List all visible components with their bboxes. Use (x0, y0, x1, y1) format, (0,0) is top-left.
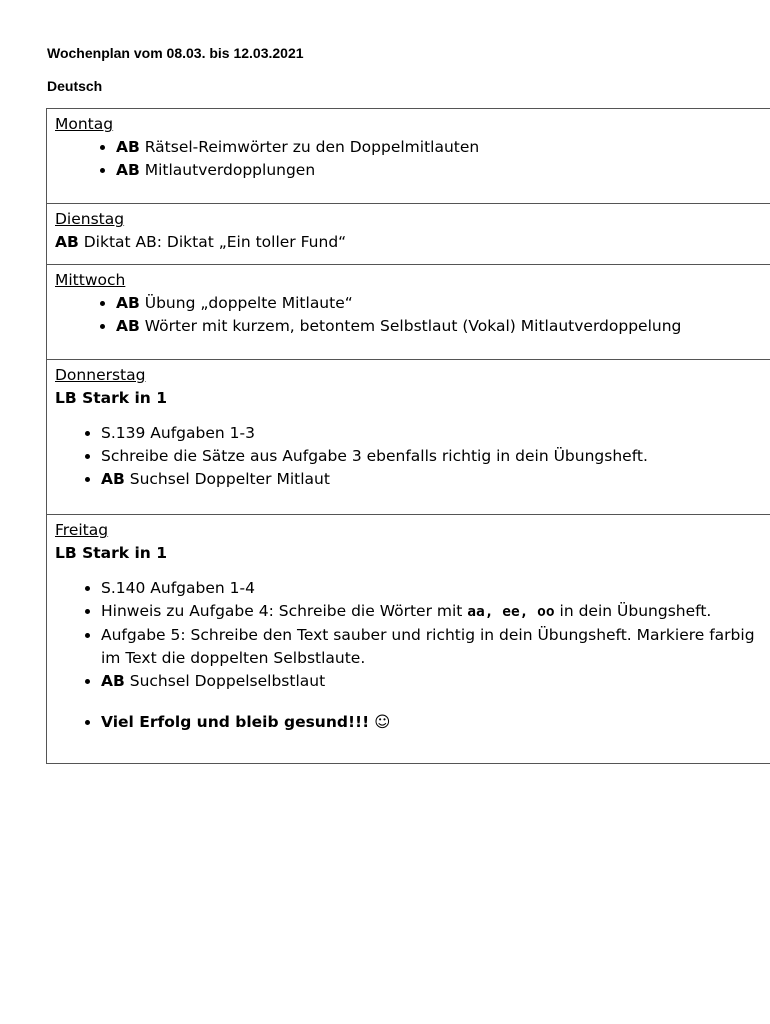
task-item: • S.139 Aufgaben 1-3 (101, 422, 764, 445)
day-label-donnerstag: Donnerstag (55, 366, 146, 384)
textbook-label: LB Stark in 1 (55, 544, 167, 562)
task-text: Übung „doppelte Mitlaute“ (139, 294, 353, 312)
task-text: Suchsel Doppelselbstlaut (124, 672, 326, 690)
worksheet-tag: AB (116, 138, 140, 156)
task-text: Hinweis zu Aufgabe 4: Schreibe die Wörter mit (101, 602, 468, 620)
row-donnerstag (47, 360, 770, 515)
worksheet-tag: AB (55, 233, 79, 251)
row-dienstag (47, 204, 770, 265)
cell-montag (47, 109, 770, 204)
task-list-mittwoch (55, 292, 764, 338)
task-list-freitag (55, 577, 764, 734)
closing-item (101, 711, 764, 734)
weekly-plan-table (46, 108, 770, 764)
worksheet-tag: AB (116, 161, 140, 179)
day-label-freitag: Freitag (55, 521, 109, 539)
day-label-montag: Montag (55, 115, 114, 133)
day-label-mittwoch: Mittwoch (55, 271, 126, 289)
cell-mittwoch (47, 265, 770, 360)
task-item (101, 670, 764, 693)
task-item: • Schreibe die Sätze aus Aufgabe 3 ebenfalls richtig in dein Übungsheft. (101, 445, 764, 468)
closing-text: Viel Erfolg und bleib gesund!!! (101, 713, 370, 731)
vowel-pairs: aa, ee, oo (467, 604, 555, 620)
smiley-icon: ☺ (374, 713, 391, 731)
task-text: Rätsel-Reimwörter zu den Doppelmitlauten (139, 138, 480, 156)
task-text: Wörter mit kurzem, betontem Selbstlaut (Vokal) Mitlautverdoppelung (139, 317, 682, 335)
task-item: • Aufgabe 5: Schreibe den Text sauber und richtig in dein Übungsheft. Markiere farbig im Text die doppelten Selbstlaute. (101, 624, 764, 670)
document-title: Wochenplan vom 08.03. bis 12.03.2021 (47, 45, 304, 61)
task-item (101, 600, 764, 624)
task-item: • S.140 Aufgaben 1-4 (101, 577, 764, 600)
worksheet-tag: AB (101, 470, 125, 488)
day-label-dienstag: Dienstag (55, 210, 125, 228)
row-mittwoch (47, 265, 770, 360)
row-montag (47, 109, 770, 204)
task-text: Diktat AB: Diktat „Ein toller Fund“ (78, 233, 347, 251)
textbook-label: LB Stark in 1 (55, 389, 167, 407)
task-item (116, 315, 764, 338)
subject-heading: Deutsch (47, 78, 103, 94)
task-item (116, 292, 764, 315)
task-text: Mitlautverdopplungen (139, 161, 316, 179)
task-list-donnerstag (55, 422, 764, 491)
cell-dienstag (47, 204, 770, 265)
row-freitag (47, 515, 770, 764)
task-text: in dein Übungsheft. (554, 602, 712, 620)
task-text: Suchsel Doppelter Mitlaut (124, 470, 330, 488)
task-item (116, 159, 764, 182)
task-list-montag (55, 136, 764, 182)
worksheet-tag: AB (116, 317, 140, 335)
cell-freitag (47, 515, 770, 764)
worksheet-tag: AB (101, 672, 125, 690)
task-line-dienstag (55, 231, 764, 254)
task-item (101, 468, 764, 491)
worksheet-tag: AB (116, 294, 140, 312)
cell-donnerstag (47, 360, 770, 515)
task-item (116, 136, 764, 159)
